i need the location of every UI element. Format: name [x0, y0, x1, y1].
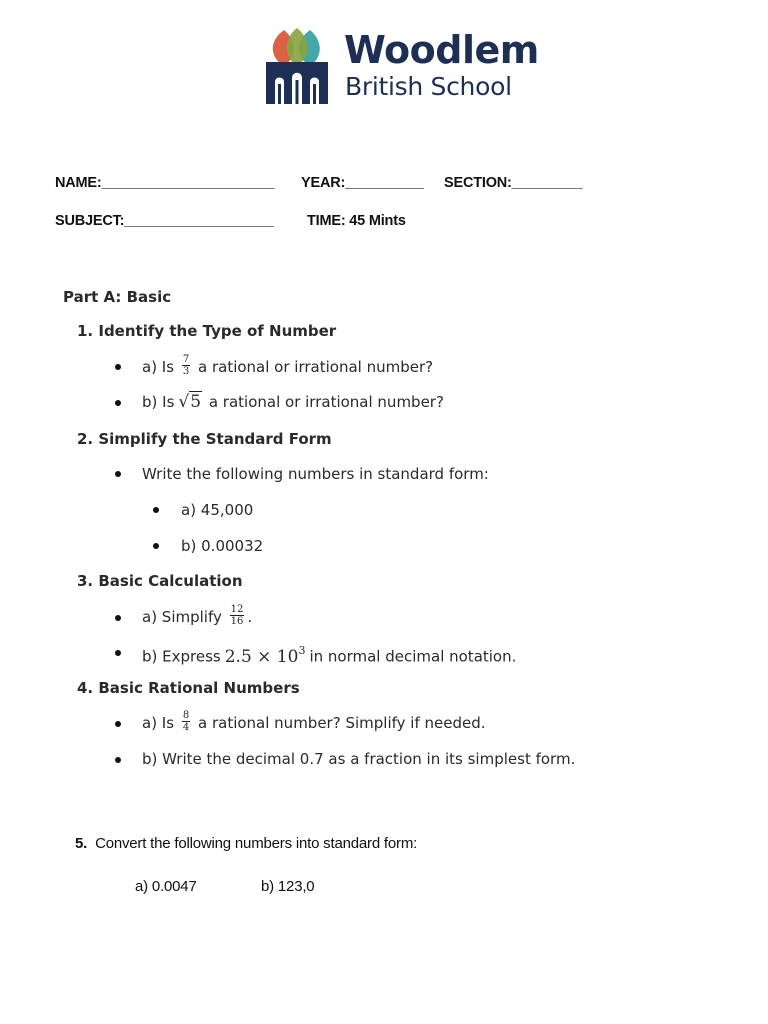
fraction	[182, 711, 190, 732]
school-name: Woodlem	[344, 28, 539, 72]
q3-b	[142, 642, 516, 667]
school-subtitle: British School	[345, 72, 512, 101]
bullet-icon	[115, 721, 121, 727]
q3-a-prefix: a) Simplify	[142, 608, 222, 626]
q3-b-prefix: b) Express	[142, 647, 221, 666]
bullet-icon	[115, 650, 121, 656]
bullet-icon	[153, 507, 159, 513]
bullet-icon	[115, 615, 121, 621]
q4-b: b) Write the decimal 0.7 as a fraction in its simplest form.	[142, 750, 576, 768]
section-field[interactable]: SECTION:_________	[444, 175, 583, 191]
year-field[interactable]: YEAR:__________	[301, 175, 424, 191]
q1-b-suffix: a rational or irrational number?	[208, 393, 444, 411]
q1-a	[142, 354, 434, 378]
q4-a	[142, 710, 486, 734]
time-label: TIME: 45 Mints	[307, 213, 406, 229]
fraction	[182, 355, 190, 376]
fraction-numerator: 8	[182, 710, 190, 721]
q5-number: 5.	[75, 835, 88, 852]
q2-title: 2. Simplify the Standard Form	[77, 430, 332, 448]
fraction-numerator: 7	[182, 354, 190, 365]
q1-b	[142, 392, 444, 412]
expression-exponent: 3	[298, 644, 306, 657]
q3-a	[142, 604, 253, 628]
q2-instruction: Write the following numbers in standard form:	[142, 465, 489, 483]
part-a-title: Part A: Basic	[63, 288, 172, 306]
bullet-icon	[115, 471, 121, 477]
q5-a: a) 0.0047	[135, 878, 197, 895]
q1-title: 1. Identify the Type of Number	[77, 322, 337, 340]
q2-a: a) 45,000	[181, 501, 254, 519]
fraction-numerator: 12	[230, 604, 244, 615]
q1-a-suffix: a rational or irrational number?	[198, 358, 434, 376]
q2-b: b) 0.00032	[181, 537, 264, 555]
radicand: 5	[190, 392, 202, 412]
fraction-denominator: 3	[182, 366, 190, 377]
fraction	[230, 605, 245, 626]
q3-b-suffix: in normal decimal notation.	[309, 647, 517, 666]
school-logo-icon	[264, 26, 330, 106]
q5-text: Convert the following numbers into standard form:	[95, 835, 418, 852]
bullet-icon	[115, 400, 121, 406]
name-field[interactable]: NAME:______________________	[55, 175, 275, 191]
q4-a-prefix: a) Is	[142, 714, 175, 732]
q3-a-suffix: .	[247, 608, 253, 626]
q5-b: b) 123,0	[261, 878, 315, 895]
q4-title: 4. Basic Rational Numbers	[77, 679, 300, 697]
q1-a-prefix: a) Is	[142, 358, 175, 376]
q5	[75, 834, 417, 854]
expression-base: 2.5 × 10	[224, 646, 299, 667]
bullet-icon	[115, 364, 121, 370]
bullet-icon	[153, 543, 159, 549]
fraction-denominator: 4	[182, 722, 190, 733]
q1-b-prefix: b) Is	[142, 393, 175, 411]
square-root: √5	[178, 392, 202, 412]
q4-a-suffix: a rational number? Simplify if needed.	[198, 714, 486, 732]
scientific-expression	[224, 644, 306, 667]
bullet-icon	[115, 757, 121, 763]
q3-title: 3. Basic Calculation	[77, 572, 243, 590]
subject-field[interactable]: SUBJECT:___________________	[55, 213, 274, 229]
school-logo	[262, 24, 552, 108]
fraction-denominator: 16	[230, 616, 244, 627]
